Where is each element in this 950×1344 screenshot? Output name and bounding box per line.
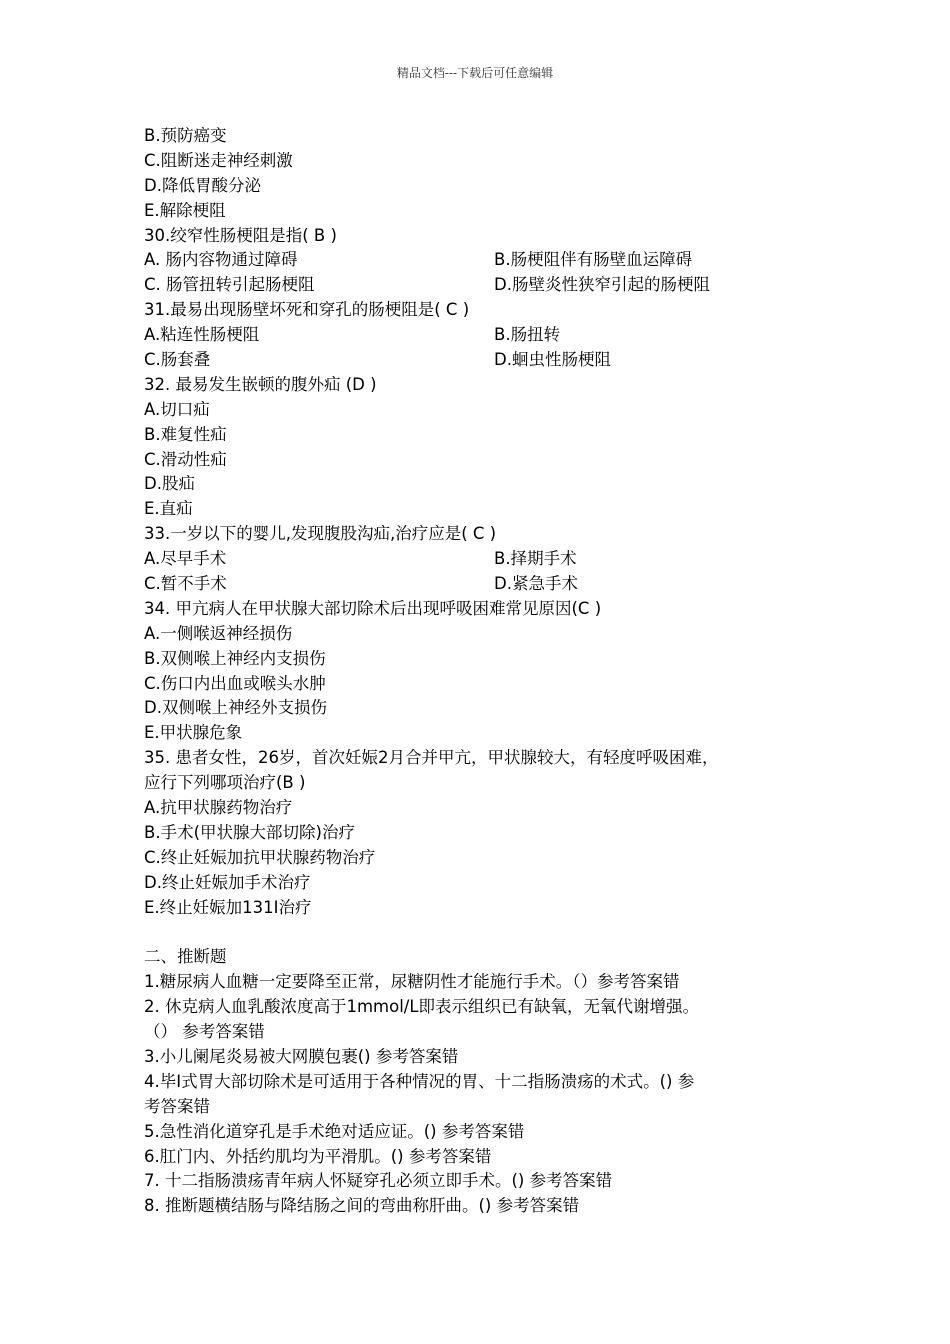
judgment-3: 3.小儿阑尾炎易被大网膜包裹() 参考答案错 bbox=[144, 1046, 459, 1066]
q30-option-row bbox=[144, 273, 834, 298]
q33-option-a: A.尽早手术 bbox=[144, 549, 227, 569]
question-34: 34. 甲亢病人在甲状腺大部切除术后出现呼吸困难常见原因(C ) bbox=[144, 598, 602, 618]
q33-option-row bbox=[144, 547, 834, 572]
q31-option-d: D.蛔虫性肠梗阻 bbox=[494, 350, 611, 370]
judgment-2-cont: （） 参考答案错 bbox=[144, 1022, 265, 1042]
q33-option-d: D.紧急手术 bbox=[494, 574, 578, 594]
section-heading: 二、推断题 bbox=[144, 947, 227, 967]
question-31: 31.最易出现肠壁坏死和穿孔的肠梗阻是( C ) bbox=[144, 300, 470, 320]
q30-option-a: A. 肠内容物通过障碍 bbox=[144, 250, 298, 270]
question-33: 33.一岁以下的婴儿,发现腹股沟疝,治疗应是( C ) bbox=[144, 524, 497, 544]
option-d-text: D.降低胃酸分泌 bbox=[144, 175, 261, 195]
q34-option-b: B.双侧喉上神经内支损伤 bbox=[144, 648, 326, 668]
q33-option-b: B.择期手术 bbox=[494, 549, 577, 569]
q34-option-c: C.伤口内出血或喉头水肿 bbox=[144, 673, 326, 693]
question-35: 35. 患者女性，26岁，首次妊娠2月合并甲亢，甲状腺较大，有轻度呼吸困难， bbox=[144, 748, 719, 768]
q30-option-d: D.肠壁炎性狭窄引起的肠梗阻 bbox=[494, 275, 710, 295]
q31-option-row bbox=[144, 323, 834, 348]
document-body bbox=[144, 124, 834, 1219]
judgment-2: 2. 休克病人血乳酸浓度高于1mmol/L即表示组织已有缺氧，无氧代谢增强。 bbox=[144, 997, 700, 1017]
q32-option-b: B.难复性疝 bbox=[144, 424, 227, 444]
judgment-8: 8. 推断题横结肠与降结肠之间的弯曲称肝曲。() 参考答案错 bbox=[144, 1196, 580, 1216]
q30-option-row bbox=[144, 248, 834, 273]
q35-option-e: E.终止妊娠加131I治疗 bbox=[144, 897, 312, 917]
judgment-5: 5.急性消化道穿孔是手术绝对适应证。() 参考答案错 bbox=[144, 1121, 525, 1141]
q35-option-d: D.终止妊娠加手术治疗 bbox=[144, 872, 311, 892]
option-e-text: E.解除梗阻 bbox=[144, 200, 226, 220]
spacer bbox=[144, 921, 834, 946]
q34-option-d: D.双侧喉上神经外支损伤 bbox=[144, 698, 327, 718]
q31-option-b: B.肠扭转 bbox=[494, 325, 561, 345]
option-b-text: B.预防癌变 bbox=[144, 126, 227, 145]
question-30: 30.绞窄性肠梗阻是指( B ) bbox=[144, 225, 337, 245]
q31-option-c: C.肠套叠 bbox=[144, 350, 211, 370]
q30-option-b: B.肠梗阻伴有肠壁血运障碍 bbox=[494, 250, 693, 270]
question-35-cont: 应行下列哪项治疗(B ) bbox=[144, 773, 306, 793]
q33-option-c: C.暂不手术 bbox=[144, 574, 227, 594]
q35-option-a: A.抗甲状腺药物治疗 bbox=[144, 798, 293, 818]
q32-option-d: D.股疝 bbox=[144, 474, 195, 494]
q32-option-a: A.切口疝 bbox=[144, 399, 210, 419]
q35-option-c: C.终止妊娠加抗甲状腺药物治疗 bbox=[144, 847, 376, 867]
judgment-4: 4.毕Ⅰ式胃大部切除术是可适用于各种情况的胃、十二指肠溃疡的术式。() 参 bbox=[144, 1071, 695, 1091]
q31-option-a: A.粘连性肠梗阻 bbox=[144, 325, 260, 345]
page-header: 精品文档---下载后可任意编辑 bbox=[396, 66, 554, 80]
q35-option-b: B.手术(甲状腺大部切除)治疗 bbox=[144, 822, 355, 842]
q32-option-e: E.直疝 bbox=[144, 499, 193, 519]
q34-option-a: A.一侧喉返神经损伤 bbox=[144, 623, 293, 643]
option-c-text: C.阻断迷走神经刺激 bbox=[144, 150, 293, 170]
q31-option-row bbox=[144, 348, 834, 373]
judgment-1: 1.糖尿病人血糖一定要降至正常，尿糖阴性才能施行手术。（）参考答案错 bbox=[144, 972, 680, 992]
q33-option-row bbox=[144, 572, 834, 597]
judgment-4-cont: 考答案错 bbox=[144, 1096, 210, 1116]
judgment-6: 6.肛门内、外括约肌均为平滑肌。() 参考答案错 bbox=[144, 1146, 492, 1166]
q32-option-c: C.滑动性疝 bbox=[144, 449, 227, 469]
judgment-7: 7. 十二指肠溃疡青年病人怀疑穿孔必须立即手术。() 参考答案错 bbox=[144, 1171, 613, 1191]
question-32: 32. 最易发生嵌顿的腹外疝 (D ) bbox=[144, 374, 377, 394]
q34-option-e: E.甲状腺危象 bbox=[144, 723, 243, 743]
q30-option-c: C. 肠管扭转引起肠梗阻 bbox=[144, 275, 315, 295]
